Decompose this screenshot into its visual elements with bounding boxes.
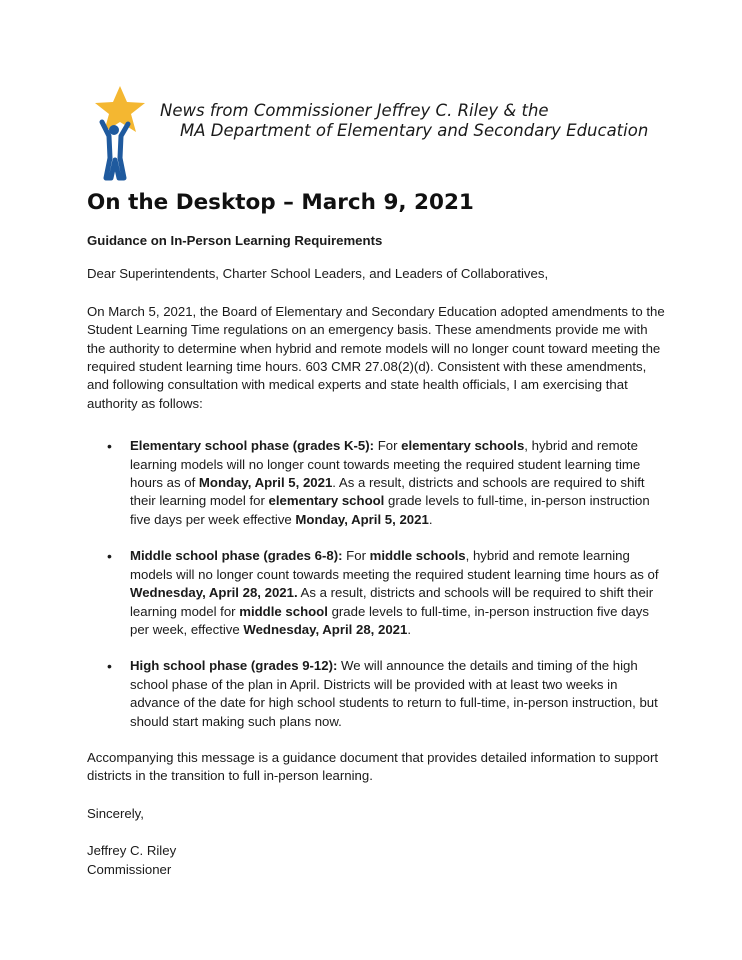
subtitle: Guidance on In-Person Learning Requirements xyxy=(87,233,383,248)
salutation: Dear Superintendents, Charter School Leaders, and Leaders of Collaboratives, xyxy=(87,266,549,282)
list-item-high-phase: • High school phase (grades 9-12): We will announce the details and timing of the high school phase of the plan in April. Districts will be provided with at least two weeks in advance of the date for high school students to return to full-time, in-person instruction, but should start making such plans now. xyxy=(87,657,667,731)
signature-role: Commissioner xyxy=(87,861,172,877)
signoff: Sincerely, xyxy=(87,805,144,821)
intro-paragraph: On March 5, 2021, the Board of Elementary and Secondary Education adopted amendments to the Student Learning Time regulations on an emergency basis. These amendments provide me with the authority to determine when hybrid and remote models will no longer count toward meeting the required student learning time hours. 603 CMR 27.08(2)(d). Consistent with these amendments, and following consultation with medical experts and state health officials, I am exercising that authority as follows: xyxy=(87,303,665,411)
list-item-elementary-phase: • Elementary school phase (grades K-5): For elementary schools, hybrid and remote learning models will no longer count towards meeting the required student learning time hours as of Monday, April 5, 2021. As a result, districts and schools are required to shift their learning model for elementary school grade levels to full-time, in-person instruction five days per week effective Monday, April 5, 2021. xyxy=(87,437,667,529)
closing-paragraph: Accompanying this message is a guidance document that provides detailed information to support districts in the transition to full in-person learning. xyxy=(87,749,659,784)
phase-list xyxy=(87,437,667,731)
signature-name: Jeffrey C. Riley xyxy=(87,843,177,859)
phase-heading: High school phase (grades 9-12): xyxy=(130,658,338,674)
phase-heading: Middle school phase (grades 6-8): xyxy=(130,548,343,564)
newsletter-header xyxy=(160,101,648,141)
page-title: On the Desktop – March 9, 2021 xyxy=(87,190,474,215)
star-figure-logo xyxy=(92,86,148,182)
list-item-middle-phase: • Middle school phase (grades 6-8): For middle schools, hybrid and remote learning models will no longer count towards meeting the required student learning time hours as of Wednesday, April 28, 2021. As a result, districts and schools will be required to shift their learning model for middle school grade levels to full-time, in-person instruction five days per week, effective Wednesday, April 28, 2021. xyxy=(87,547,667,639)
phase-heading: Elementary school phase (grades K-5): xyxy=(130,438,375,454)
header-line-2: MA Department of Elementary and Secondary Education xyxy=(180,121,649,140)
header-line-1: News from Commissioner Jeffrey C. Riley & the xyxy=(160,101,549,120)
letter-body xyxy=(87,232,667,879)
